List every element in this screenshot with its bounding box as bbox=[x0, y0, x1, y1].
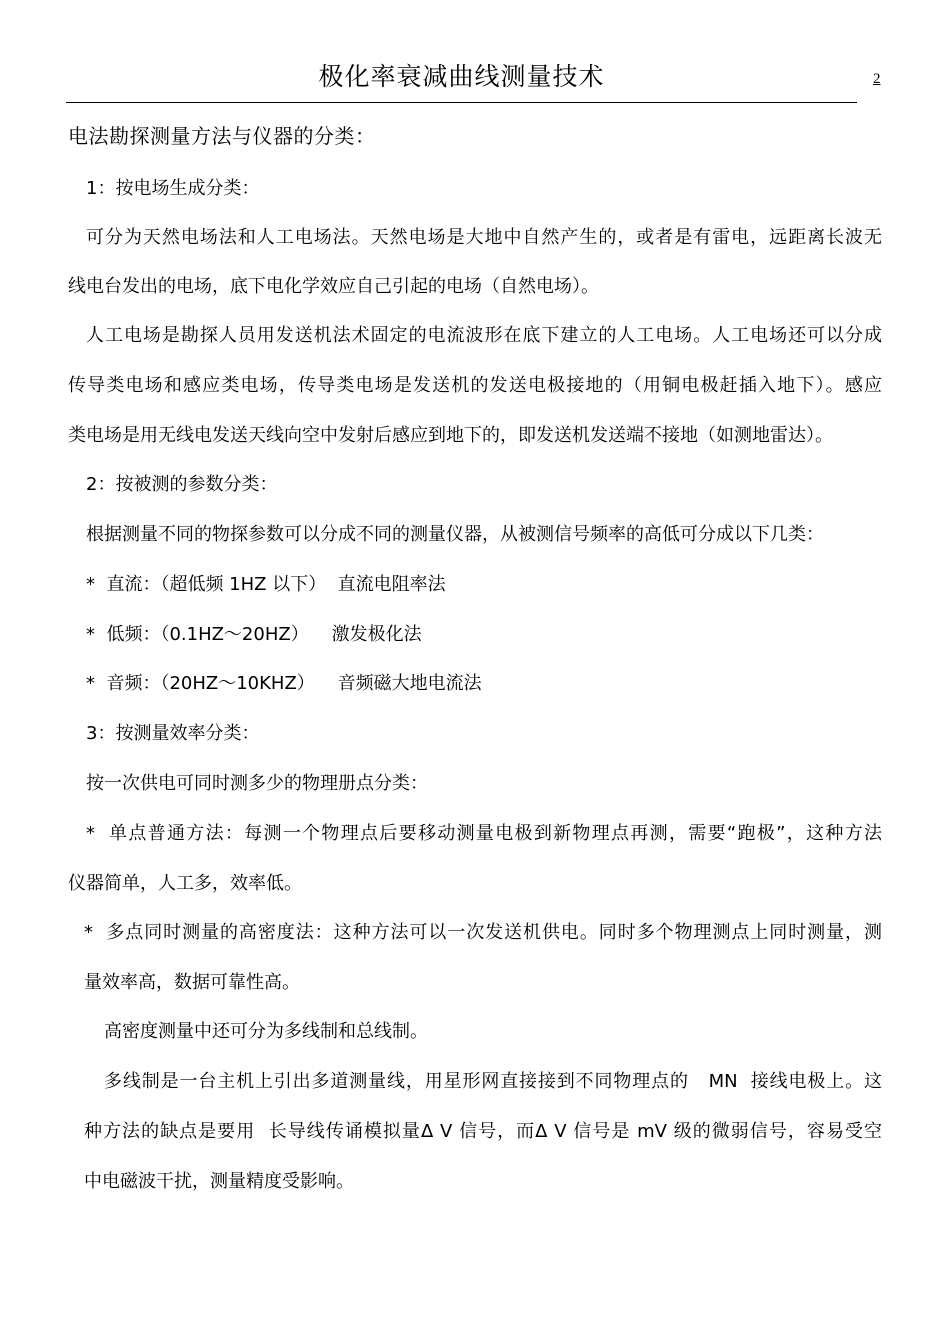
text-line: * 直流：（超低频 1HZ 以下） 直流电阻率法 bbox=[86, 574, 446, 595]
text-line: * 音频：（20HZ～10KHZ） 音频磁大地电流法 bbox=[86, 673, 482, 694]
text-line: 按一次供电可同时测多少的物理册点分类： bbox=[86, 773, 428, 794]
text-line: 种方法的缺点是要用 长导线传诵模拟量Δ V 信号，而Δ V 信号是 mV 级的微弱信号，容易受空 bbox=[84, 1121, 882, 1142]
text-line: 2：按被测的参数分类： bbox=[86, 474, 278, 495]
text-line: 类电场是用无线电发送天线向空中发射后感应到地下的，即发送机发送端不接地（如测地雷达）。 bbox=[68, 425, 833, 446]
text-line: 人工电场是勘探人员用发送机法术固定的电流波形在底下建立的人工电场。人工电场还可以分成 bbox=[86, 325, 882, 346]
section-heading: 电法勘探测量方法与仪器的分类： bbox=[68, 124, 376, 148]
text-line: 根据测量不同的物探参数可以分成不同的测量仪器，从被测信号频率的高低可分成以下几类： bbox=[86, 524, 824, 545]
text-line: 线电台发出的电场，底下电化学效应自己引起的电场（自然电场）。 bbox=[68, 276, 599, 297]
text-line: 多线制是一台主机上引出多道测量线，用星形网直接接到不同物理点的 MN 接线电极上。这 bbox=[104, 1071, 882, 1092]
text-line: 中电磁波干扰，测量精度受影响。 bbox=[84, 1171, 354, 1192]
text-line: 传导类电场和感应类电场，传导类电场是发送机的发送电极接地的（用铜电极赶插入地下）。感应 bbox=[68, 375, 882, 396]
text-line: 高密度测量中还可分为多线制和总线制。 bbox=[104, 1021, 428, 1042]
text-line: 3：按测量效率分类： bbox=[86, 723, 260, 744]
header-title: 极化率衰减曲线测量技术 bbox=[318, 62, 605, 91]
text-line: * 单点普通方法：每测一个物理点后要移动测量电极到新物理点再测，需要“跑极”，这种方法 bbox=[86, 823, 882, 844]
text-line: * 多点同时测量的高密度法：这种方法可以一次发送机供电。同时多个物理测点上同时测量，测 bbox=[84, 922, 882, 943]
text-line: 量效率高，数据可靠性高。 bbox=[84, 972, 300, 993]
text-line: 可分为天然电场法和人工电场法。天然电场是大地中自然产生的，或者是有雷电，远距离长波无 bbox=[86, 227, 882, 248]
text-line: * 低频：（0.1HZ～20HZ） 激发极化法 bbox=[86, 624, 422, 645]
page-header bbox=[66, 58, 857, 103]
text-line: 仪器简单，人工多，效率低。 bbox=[68, 873, 302, 894]
text-line: 1：按电场生成分类： bbox=[86, 178, 260, 199]
page-number: 2 bbox=[873, 71, 881, 87]
